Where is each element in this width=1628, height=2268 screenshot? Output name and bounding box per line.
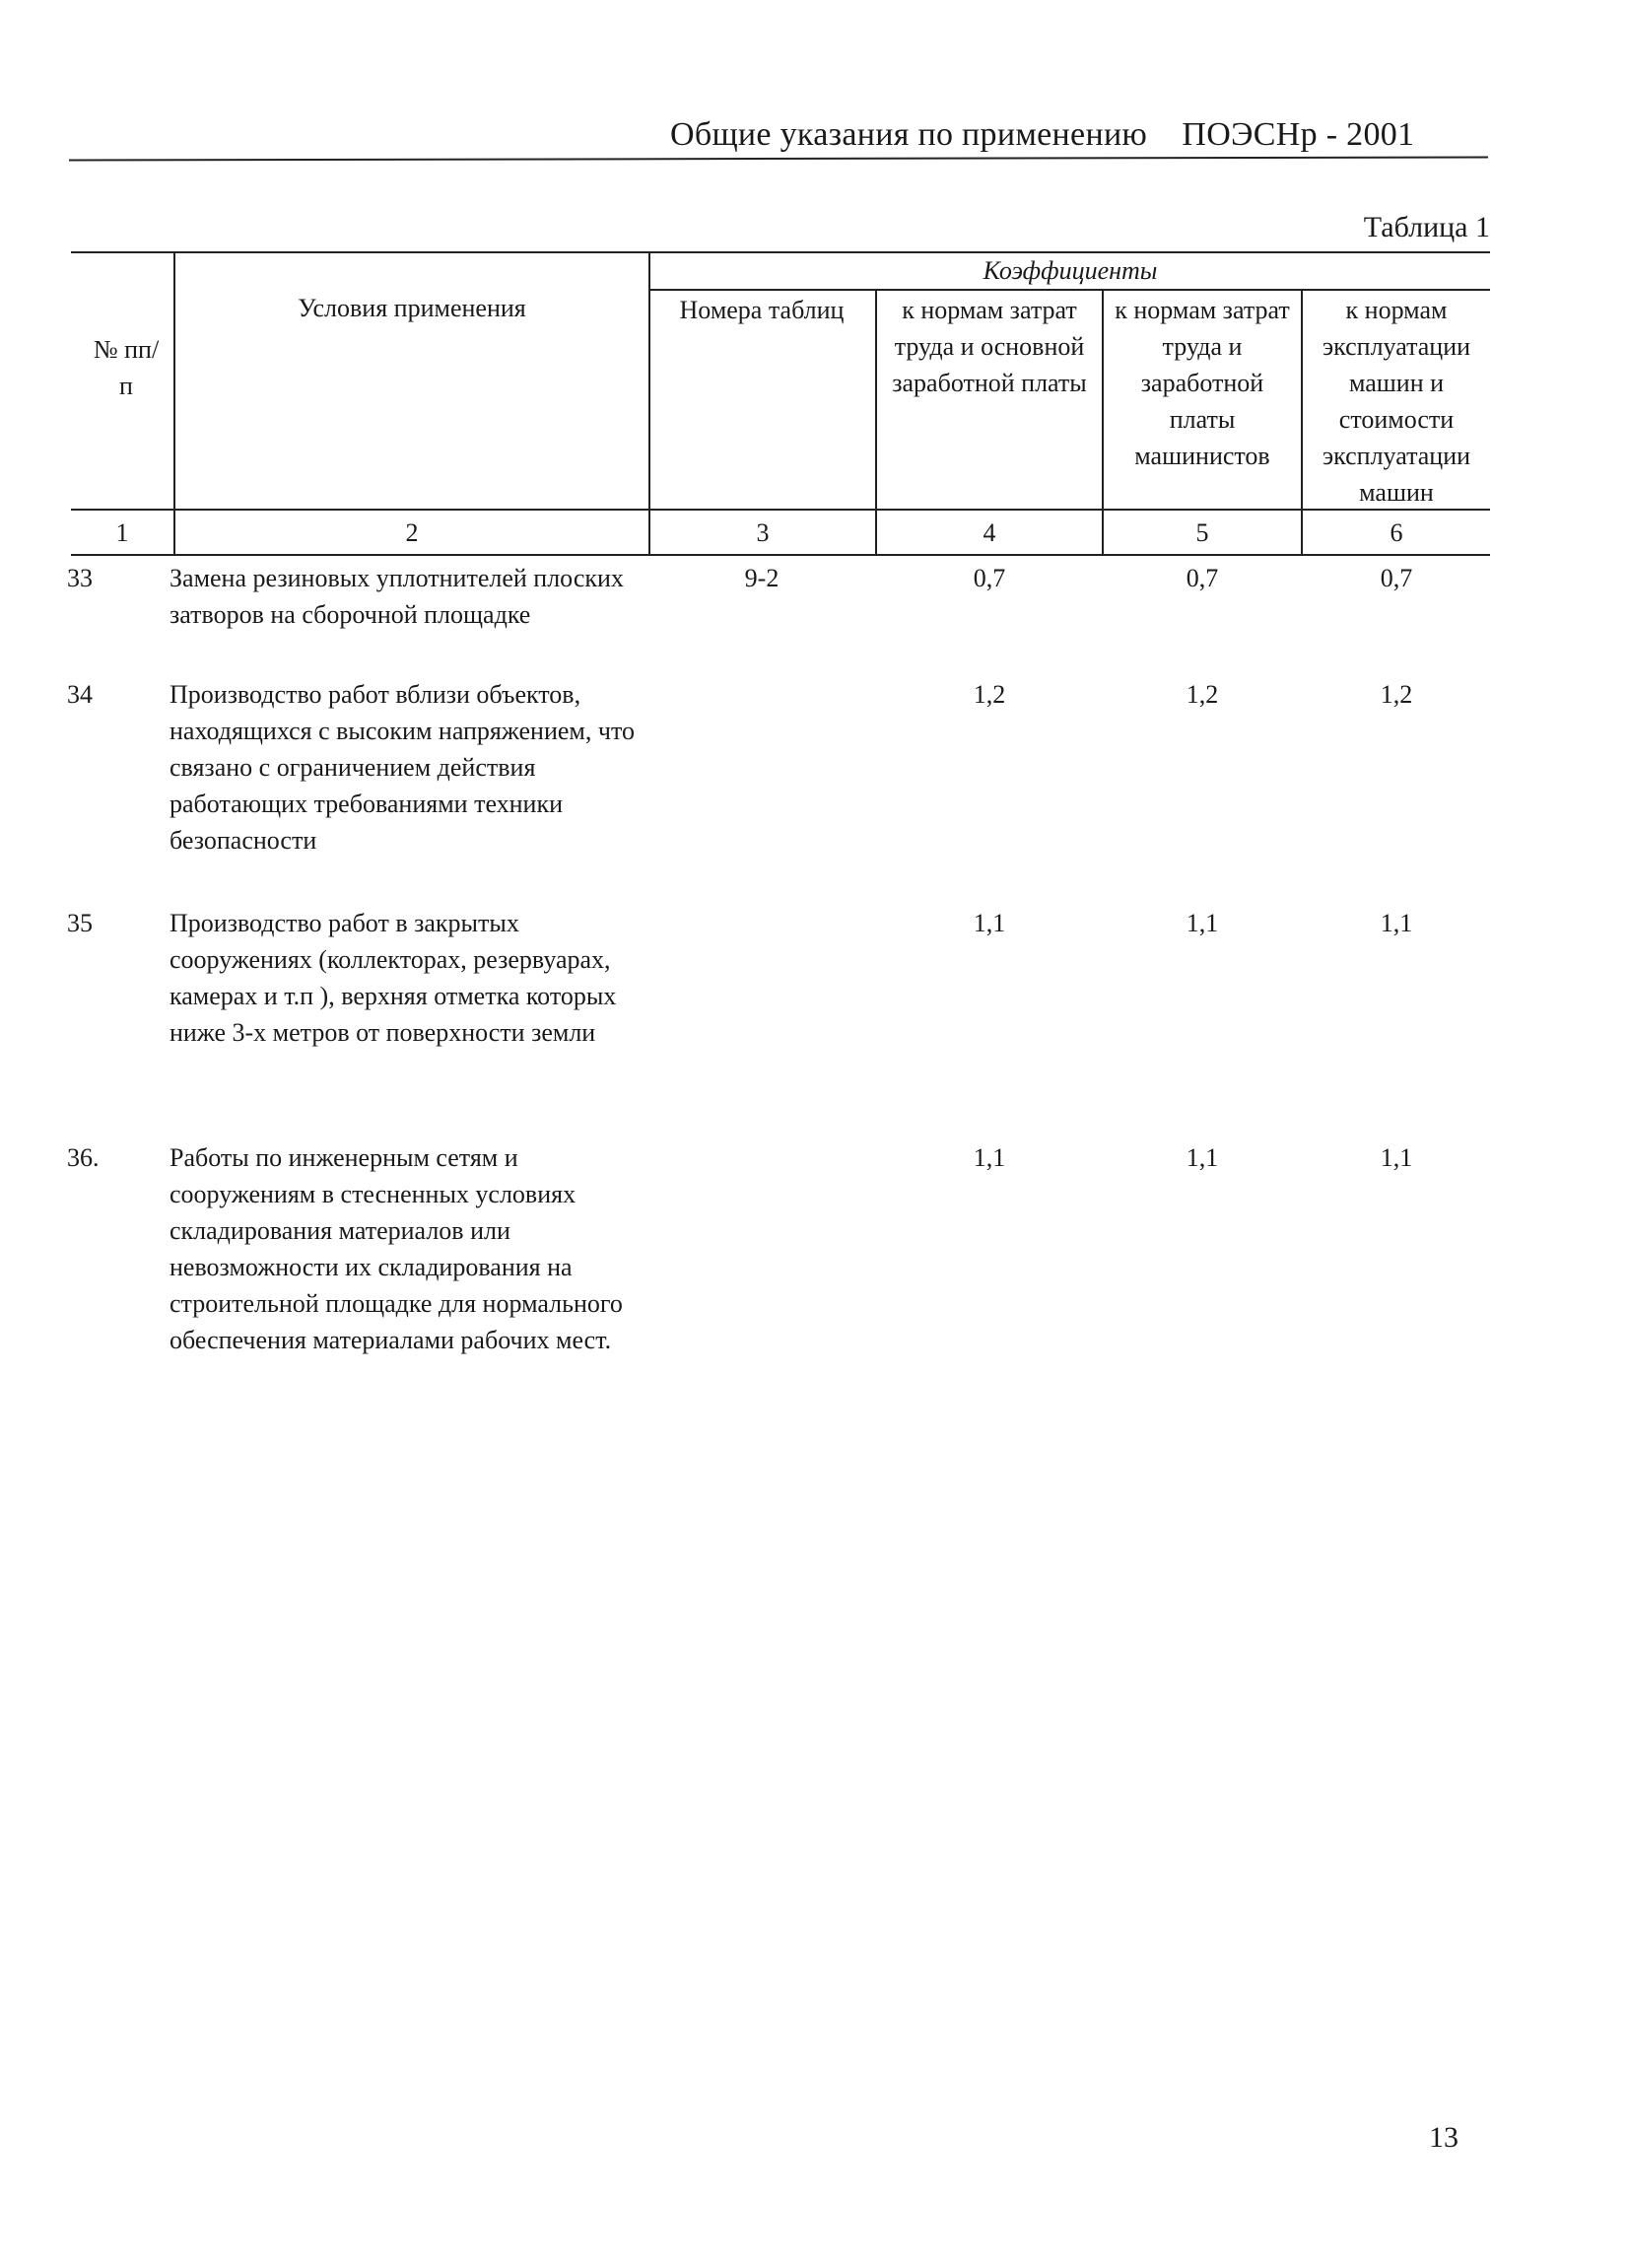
col-divider-4 — [1102, 290, 1104, 554]
row-number: 34 — [67, 680, 93, 709]
row-machinist-coef: 1,1 — [1186, 1143, 1219, 1172]
header-title: Общие указания по применению — [670, 116, 1148, 153]
col-header-machinist: к нормам затрат труда и заработной платы машинистов — [1115, 296, 1290, 470]
col-number: 5 — [1195, 518, 1209, 547]
row-labor-coef: 1,1 — [973, 1143, 1006, 1172]
col-number: 6 — [1390, 518, 1403, 547]
group-header-rule — [650, 289, 1490, 291]
col-numbers-bottom-rule — [71, 554, 1490, 556]
row-machinist-coef: 0,7 — [1186, 564, 1219, 592]
row-labor-coef: 1,1 — [973, 909, 1006, 937]
col-number: 3 — [756, 518, 770, 547]
header-code: ПОЭСНр - 2001 — [1182, 116, 1415, 153]
col-divider-3 — [875, 290, 877, 554]
row-machines-coef: 1,2 — [1380, 680, 1413, 709]
header-bottom-rule — [71, 509, 1490, 511]
col-header-no: № пп/п — [93, 335, 160, 400]
col-number: 1 — [115, 518, 129, 547]
col-header-tables: Номера таблиц — [679, 296, 845, 324]
row-labor-coef: 1,2 — [973, 680, 1006, 709]
col-divider-5 — [1301, 290, 1303, 554]
col-header-conditions: Условия применения — [298, 294, 526, 322]
page-number: 13 — [1429, 2121, 1458, 2154]
table-label: Таблица 1 — [1363, 211, 1490, 243]
row-machines-coef: 1,1 — [1380, 909, 1413, 937]
row-labor-coef: 0,7 — [973, 564, 1006, 592]
row-conditions: Производство работ в закрытых сооружениях (коллекторах, резервуарах, камерах и т.п ), верхняя отметка которых ниже 3-х метров от поверхности земли — [170, 909, 617, 1047]
col-divider-1 — [173, 252, 175, 554]
col-header-machines: к нормам эксплуатации машин и стоимости эксплуатации машин — [1322, 296, 1471, 507]
col-header-labor: к нормам затрат труда и основной заработной платы — [892, 296, 1087, 397]
running-header — [670, 116, 1488, 154]
header-rule — [69, 156, 1488, 161]
col-number: 2 — [405, 518, 419, 547]
row-number: 36. — [67, 1143, 100, 1172]
col-divider-2 — [648, 252, 650, 554]
row-number: 35 — [67, 909, 93, 937]
col-number: 4 — [983, 518, 996, 547]
col-header-group: Коэффициенты — [983, 256, 1158, 285]
row-machines-coef: 1,1 — [1380, 1143, 1413, 1172]
row-machinist-coef: 1,2 — [1186, 680, 1219, 709]
row-machines-coef: 0,7 — [1380, 564, 1413, 592]
row-conditions: Замена резиновых уплотнителей плоских затворов на сборочной площадке — [170, 564, 624, 629]
row-number: 33 — [67, 564, 93, 592]
row-conditions: Работы по инженерным сетям и сооружениям в стесненных условиях складирования материалов или невозможности их складирования на строительной площадке для нормального обеспечения материалами рабочих мест. — [170, 1143, 623, 1354]
row-machinist-coef: 1,1 — [1186, 909, 1219, 937]
row-tables: 9-2 — [744, 564, 780, 592]
row-conditions: Производство работ вблизи объектов, находящихся с высоким напряжением, что связано с ограничением действия работающих требованиями техники безопасности — [170, 680, 635, 855]
